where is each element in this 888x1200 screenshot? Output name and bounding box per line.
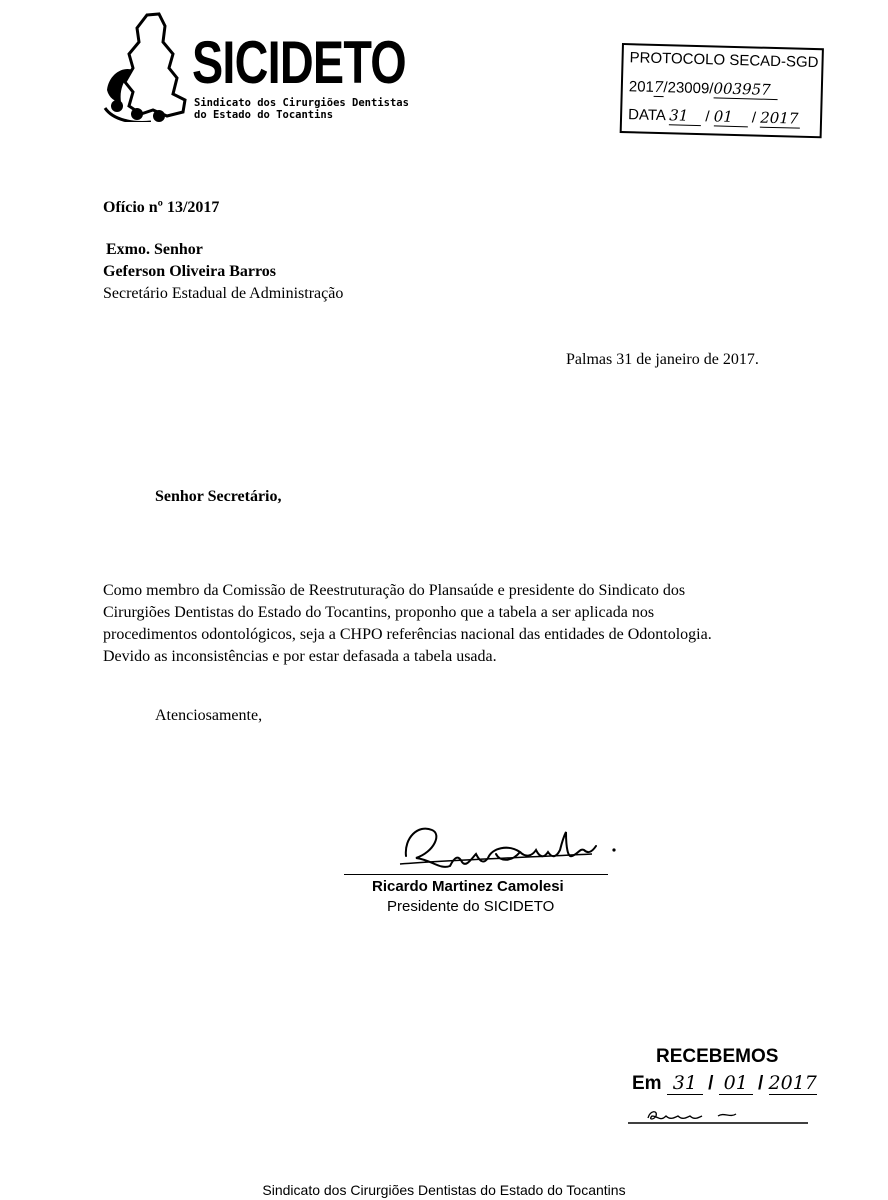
protocol-date-month: 01 — [713, 107, 747, 127]
protocol-year-handwritten: 7 — [653, 77, 664, 97]
greeting: Senhor Secretário, — [155, 488, 282, 505]
signer-name: Ricardo Martinez Camolesi — [372, 878, 564, 895]
recipient-title: Secretário Estadual de Administração — [103, 285, 344, 302]
closing: Atenciosamente, — [155, 707, 263, 724]
body-line: Como membro da Comissão de Reestruturação do Plansaúde e presidente do Sindicato dos — [103, 582, 686, 599]
protocol-date-day: 31 — [669, 106, 701, 126]
protocol-stamp — [620, 43, 824, 138]
letter-body — [103, 580, 803, 668]
received-initials-signature — [628, 1104, 808, 1126]
received-stamp-title: RECEBEMOS — [656, 1046, 779, 1067]
handwritten-signature — [392, 818, 632, 880]
received-stamp-date: Em 31 / 01 / 2017 — [632, 1072, 817, 1094]
body-line: procedimentos odontológicos, seja a CHPO referências nacional das entidades de Odontologia. — [103, 626, 712, 643]
protocol-date: DATA 31 / 01 / 2017 — [627, 106, 799, 128]
protocol-stamp-title: PROTOCOLO SECAD-SGD — [629, 49, 819, 72]
letter-reference: Ofício nº 13/2017 — [103, 199, 220, 216]
body-line: Cirurgiões Dentistas do Estado do Tocantins, proponho que a tabela a ser aplicada nos — [103, 604, 655, 621]
received-date-label: Em — [632, 1073, 662, 1094]
protocol-year-prefix: 201 — [628, 78, 655, 96]
protocol-date-label: DATA — [627, 106, 666, 125]
received-date-month: 01 — [719, 1072, 753, 1095]
footer-text: Sindicato dos Cirurgiões Dentistas do Estado do Tocantins — [262, 1182, 626, 1198]
letterhead-title: SICIDETO — [192, 29, 406, 96]
tocantins-map-logo — [103, 12, 195, 122]
letterhead-subtitle-line2: do Estado do Tocantins — [194, 109, 334, 121]
protocol-number-prefix: /23009/ — [663, 79, 714, 98]
salutation: Exmo. Senhor — [106, 241, 203, 258]
place-date: Palmas 31 de janeiro de 2017. — [566, 351, 759, 368]
recipient-name: Geferson Oliveira Barros — [103, 263, 276, 280]
protocol-date-year: 2017 — [760, 108, 799, 128]
body-line: Devido as inconsistências e por estar defasada a tabela usada. — [103, 648, 497, 665]
received-date-day: 31 — [667, 1072, 703, 1095]
signature-rule — [344, 874, 608, 875]
protocol-number-handwritten: 003957 — [713, 79, 777, 100]
signer-role: Presidente do SICIDETO — [387, 898, 555, 915]
letterhead-subtitle-line1: Sindicato dos Cirurgiões Dentistas — [194, 97, 409, 109]
protocol-number — [629, 77, 778, 100]
received-date-year: 2017 — [768, 1072, 817, 1094]
